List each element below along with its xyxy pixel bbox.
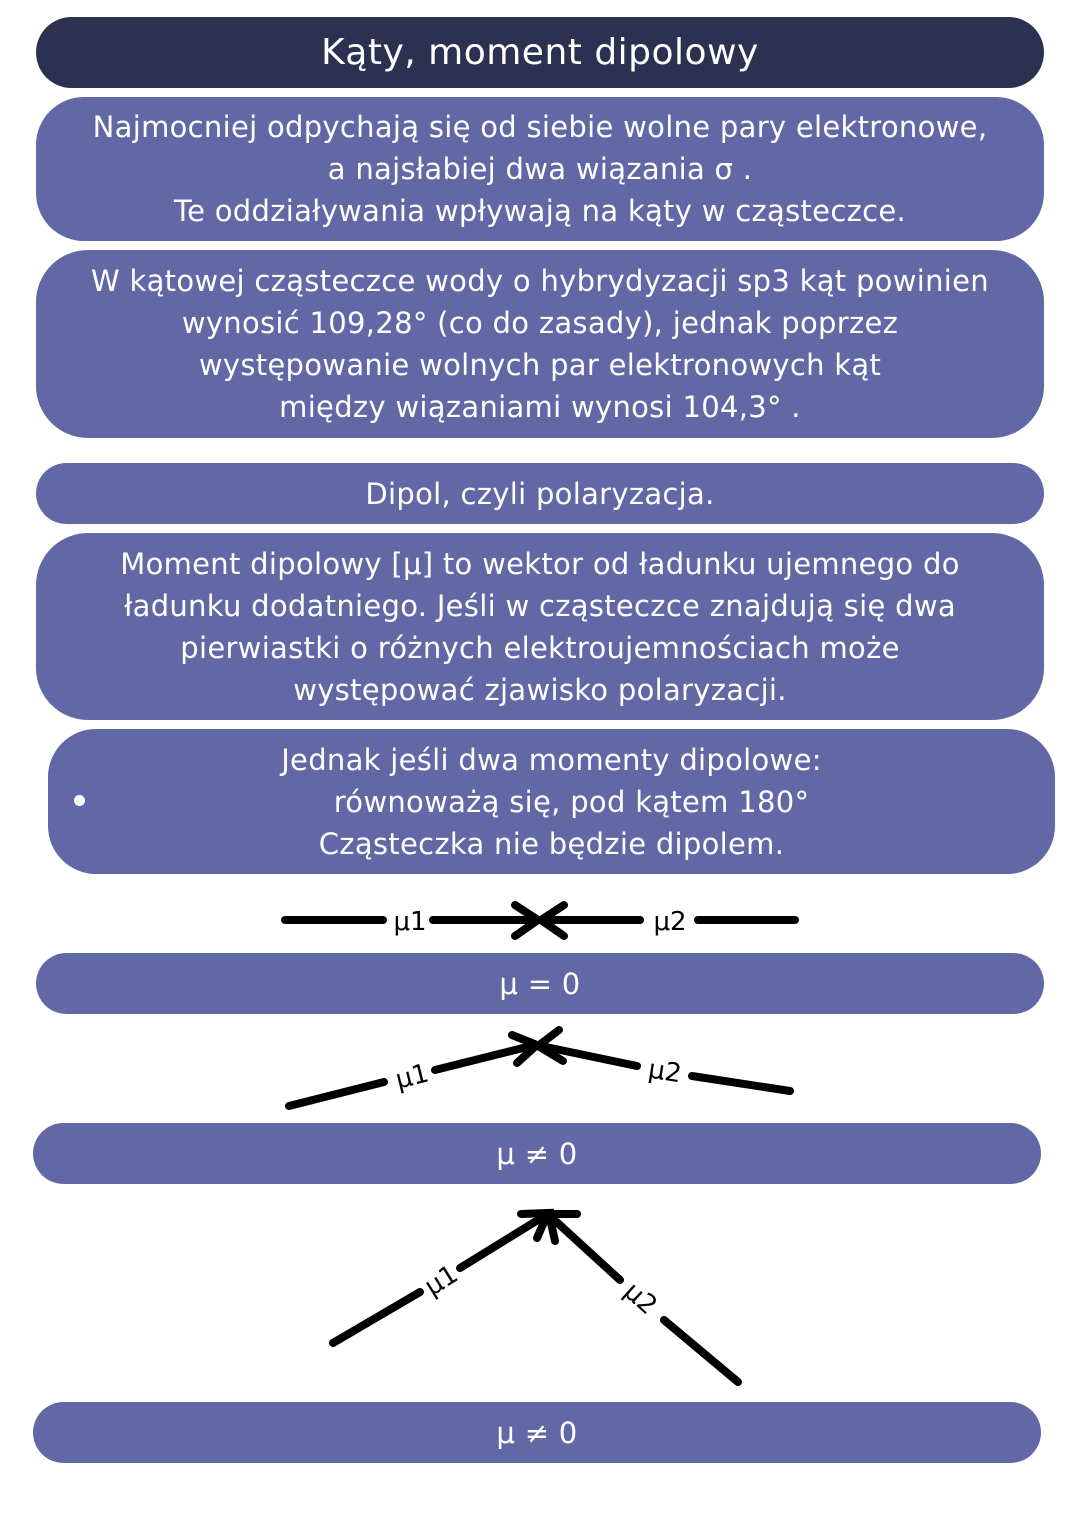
text-line: między wiązaniami wynosi 104,3° .	[279, 390, 801, 424]
text-line: wynosić 109,28° (co do zasady), jednak poprzez	[181, 306, 899, 340]
dipole-heading-text: Dipol, czyli polaryzacja.	[365, 476, 715, 511]
mu2-vector-line	[664, 1320, 738, 1382]
text-line: Jednak jeśli dwa momenty dipolowe:	[281, 742, 822, 777]
text-line: W kątowej cząsteczce wody o hybrydyzacji sp3 kąt powinien	[91, 264, 989, 298]
text-line: występować zjawisko polaryzacji.	[293, 672, 787, 707]
mu2-label: μ2	[617, 1276, 663, 1321]
result-text: μ ≠ 0	[496, 1415, 578, 1450]
mu1-label: μ1	[419, 1259, 464, 1303]
text-line: Najmocniej odpychają się od siebie wolne pary elektronowe,	[92, 110, 988, 144]
result-text: μ ≠ 0	[496, 1136, 578, 1171]
mu1-label: μ1	[393, 907, 427, 937]
text-line: występowanie wolnych par elektronowych kąt	[198, 348, 882, 382]
result-text: μ = 0	[499, 966, 581, 1001]
mu2-label: μ2	[646, 1054, 684, 1090]
mu1-vector-line	[333, 1292, 420, 1343]
mu1-label: μ1	[392, 1058, 432, 1096]
result-mu-nonzero-2	[33, 1402, 1041, 1463]
page-title-text: Kąty, moment dipolowy	[321, 32, 759, 73]
mu2-vector-line	[550, 1216, 620, 1280]
text-line: ładunku dodatniego. Jeśli w cząsteczce znajdują się dwa	[124, 588, 956, 623]
text-line: Cząsteczka nie będzie dipolem.	[318, 826, 785, 861]
text-line: pierwiastki o różnych elektroujemnościach może	[180, 630, 900, 665]
text-line: równoważą się, pod kątem 180°	[333, 784, 810, 819]
text-line: a najsłabiej dwa wiązania σ .	[327, 152, 753, 186]
text-line: Te oddziaływania wpływają na kąty w cząsteczce.	[174, 194, 906, 228]
mu1-vector-line	[460, 1215, 546, 1268]
text-line: Moment dipolowy [μ] to wektor od ładunku ujemnego do	[120, 546, 960, 581]
mu2-label: μ2	[653, 907, 687, 937]
